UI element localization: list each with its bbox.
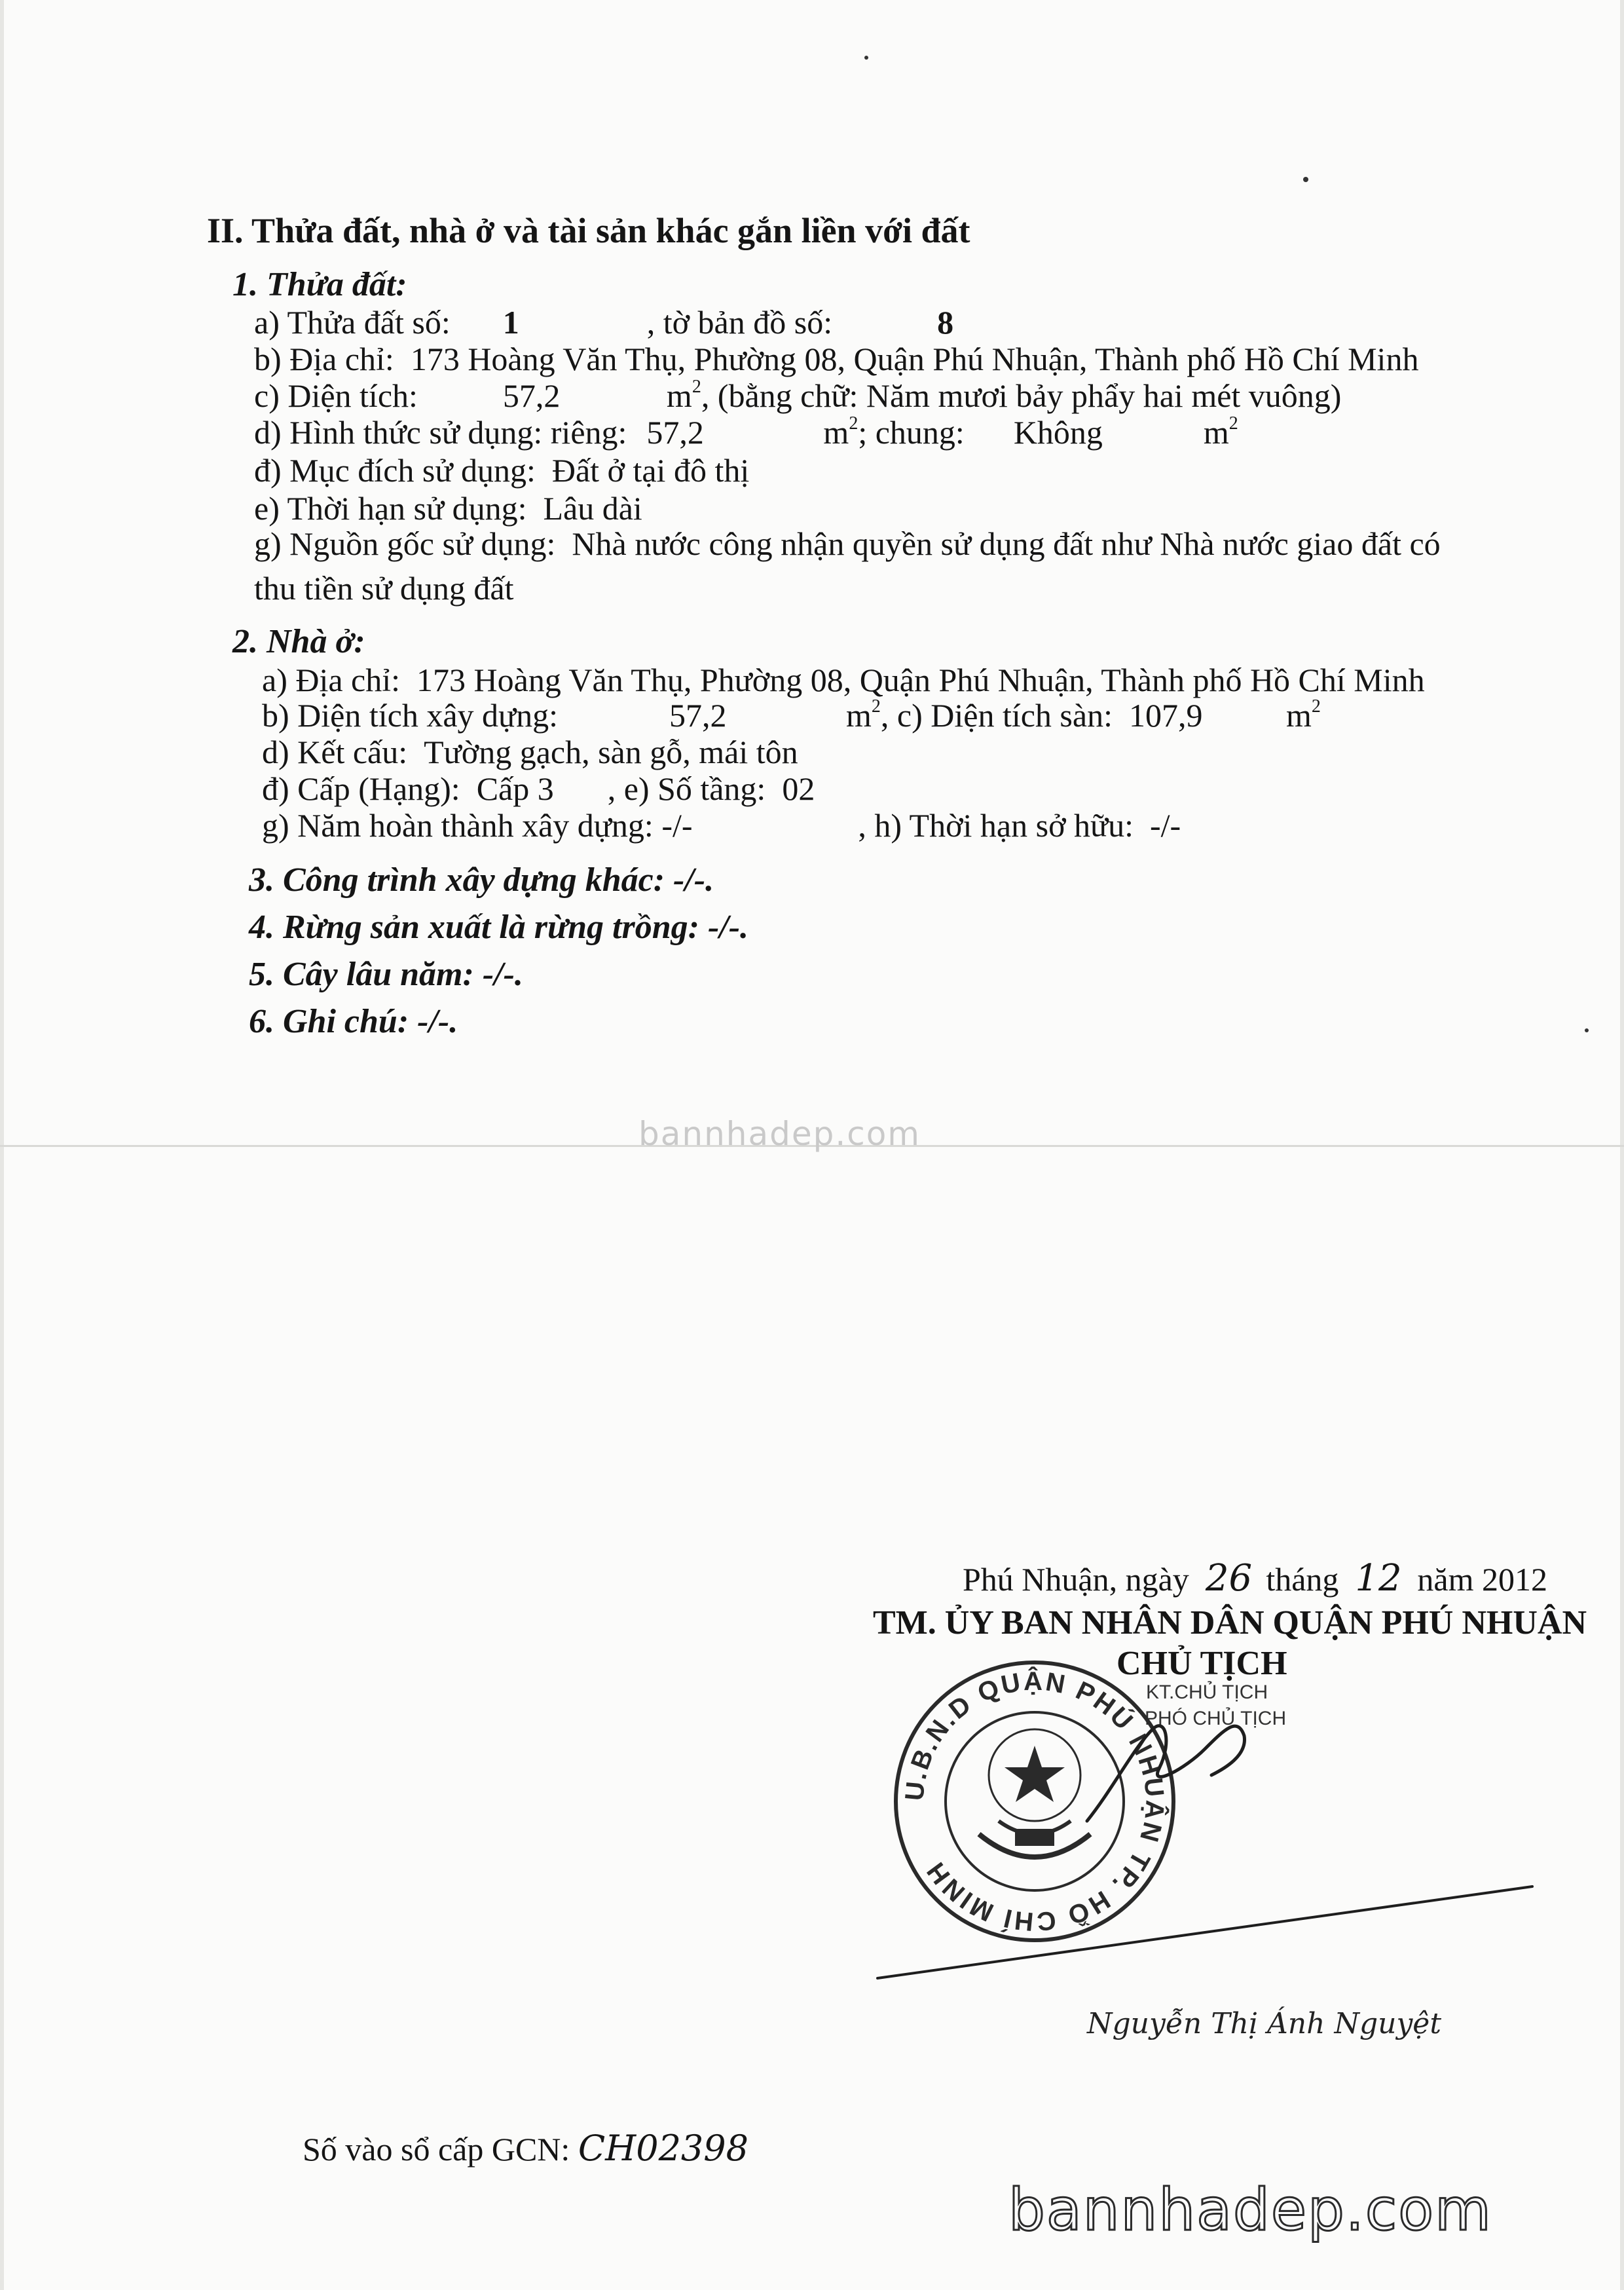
floors-value: 02 [782,770,815,807]
signature-underline [871,1880,1539,1991]
signature-mark [1074,1690,1290,1847]
grade-value: Cấp 3 [476,770,554,807]
address-value: 173 Hoàng Văn Thụ, Phường 08, Quận Phú Nhuận, Thành phố Hồ Chí Minh [410,341,1419,377]
land-purpose-row [254,451,749,490]
issuing-authority: TM. ỦY BAN NHÂN DÂN QUẬN PHÚ NHUẬN [873,1604,1587,1642]
gcn-value: CH02398 [578,2128,749,2169]
planted-forest: 4. Rừng sản xuất là rừng trồng: -/-. [249,909,749,946]
unit: m [666,377,692,414]
label: e) Thời hạn sử dụng: [254,490,527,527]
label: , h) Thời hạn sở hữu: [858,807,1134,844]
label: a) Thửa đất số: [254,304,451,341]
parcel-number-value: 1 [502,304,519,341]
deputy-line-1: KT.CHỦ TỊCH [1146,1681,1268,1703]
scan-speck [1585,1028,1589,1032]
year-value: 2012 [1482,1561,1547,1598]
watermark-center: bannhadep.com [638,1115,921,1153]
watermark-bottom: bannhadep.com [1008,2176,1492,2243]
origin-value: Nhà nước công nhận quyền sử dụng đất như Nhà nước giao đất có [572,525,1441,562]
term-value: Lâu dài [543,490,642,527]
area-value: 57,2 [502,377,561,414]
label: g) Năm hoàn thành xây dựng: [262,807,654,844]
place-date-line [963,1559,1547,1599]
year-label: năm [1417,1561,1474,1598]
notes: 6. Ghi chú: -/-. [249,1003,458,1040]
land-usage-form-row: d) Hình thức sử dụng: riêng: 57,2 $m^2$; chung: Không $m^2$ [254,413,1238,451]
perennial-trees: 5. Cây lâu năm: -/-. [249,956,523,993]
label: d) Hình thức sử dụng: riêng: [254,414,627,451]
ownership-term-value: -/- [1150,807,1181,844]
structure-value: Tường gạch, sàn gỗ, mái tôn [424,734,798,770]
house-heading: 2. Nhà ở: [232,623,365,660]
private-area-value: 57,2 [646,414,704,451]
land-address-row [254,339,1418,379]
deputy-line-2: PHÓ CHỦ TỊCH [1145,1708,1287,1729]
shared-area-value: Không [1013,414,1103,451]
label: , e) Số tầng: [607,770,766,807]
purpose-value: Đất ở tại đô thị [551,452,750,489]
unit: m [823,414,849,451]
label: b) Địa chỉ: [254,341,394,377]
land-origin-continued: thu tiền sử dụng đất [254,570,514,607]
construction-area-value: 57,2 [669,697,727,734]
completion-year-value: -/- [661,807,693,844]
label: đ) Mục đích sử dụng: [254,452,536,489]
area-in-words: , (bằng chữ: Năm mươi bảy phẩy hai mét vuông) [701,377,1342,414]
house-structure-row [262,732,798,772]
signer-name: Nguyễn Thị Ánh Nguyệt [1087,2007,1442,2040]
floor-area-value: 107,9 [1128,697,1203,734]
house-grade-row [262,769,815,808]
unit: m [1203,414,1229,451]
house-completion-row [262,806,1181,845]
month-value: 12 [1355,1557,1402,1600]
unit: m [846,697,872,734]
label: , c) Diện tích sàn: [880,697,1113,734]
land-term-row [254,489,642,528]
gcn-label: Số vào sổ cấp GCN: [303,2131,570,2168]
scan-speck [1303,177,1308,182]
label: a) Địa chỉ: [262,662,401,698]
day-value: 26 [1205,1557,1253,1600]
label: c) Diện tích: [254,377,418,414]
address-value: 173 Hoàng Văn Thụ, Phường 08, Quận Phú Nhuận, Thành phố Hồ Chí Minh [416,662,1425,698]
house-area-row: b) Diện tích xây dựng: 57,2 $m^2$, c) Diện tích sàn: 107,9 $m^2$ [262,696,1321,734]
map-sheet-value: 8 [937,304,954,341]
section-title: II. Thửa đất, nhà ở và tài sản khác gắn liền với đất [207,211,970,250]
unit: m [1285,697,1312,734]
chairman-title: CHỦ TỊCH [1116,1645,1287,1682]
house-address-row [262,660,1425,700]
gcn-registration-row [303,2129,748,2169]
place-date-prefix: Phú Nhuận, ngày [963,1561,1189,1598]
label: d) Kết cấu: [262,734,408,770]
seal-text: U.B.N.D QUẬN PHÚ NHUẬN TP. HỒ CHÍ MINH [900,1666,1170,1936]
land-parcel-number-row [254,303,953,342]
month-label: tháng [1266,1561,1339,1598]
label: , tờ bản đồ số: [646,304,833,341]
label: đ) Cấp (Hạng): [262,770,460,807]
land-origin-row [254,524,1441,563]
label: ; chung: [858,414,965,451]
label: b) Diện tích xây dựng: [262,697,559,734]
scan-speck [864,56,868,60]
land-heading: 1. Thửa đất: [232,266,407,303]
land-area-row: c) Diện tích: 57,2 $m^2$, (bằng chữ: Năm mươi bảy phẩy hai mét vuông) [254,377,1342,414]
label: g) Nguồn gốc sử dụng: [254,525,556,562]
other-constructions: 3. Công trình xây dựng khác: -/-. [249,861,714,899]
